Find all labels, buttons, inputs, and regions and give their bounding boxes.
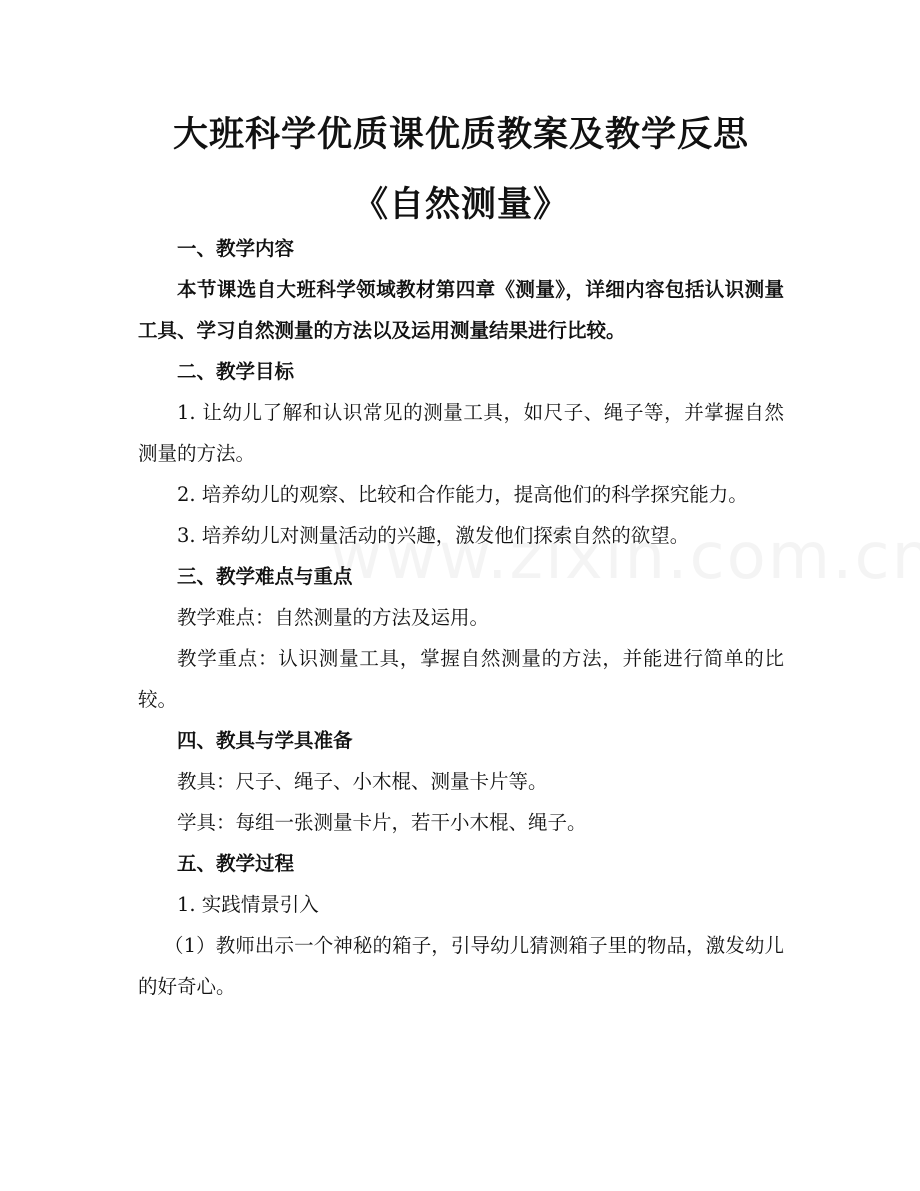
section-heading-materials: 四、教具与学具准备 xyxy=(177,729,353,752)
process-substep-1: （1）教师出示一个神秘的箱子，引导幼儿猜测箱子里的物品，激发幼儿的好奇心。 xyxy=(138,934,784,998)
objective-item-3: 3. 培养幼儿对测量活动的兴趣，激发他们探索自然的欲望。 xyxy=(177,524,690,547)
section-heading-objectives: 二、教学目标 xyxy=(177,360,295,383)
key-point-text: 教学重点：认识测量工具，掌握自然测量的方法，并能进行简单的比较。 xyxy=(138,647,784,711)
learning-aids-text: 学具：每组一张测量卡片，若干小木棍、绳子。 xyxy=(177,811,587,834)
process-step-1: 1. 实践情景引入 xyxy=(177,893,319,916)
section-heading-content: 一、教学内容 xyxy=(177,237,295,260)
section-heading-key-points: 三、教学难点与重点 xyxy=(177,565,353,588)
section-heading-process: 五、教学过程 xyxy=(177,852,295,875)
document-body xyxy=(138,228,784,1007)
paragraph-content-description: 本节课选自大班科学领域教材第四章《测量》，详细内容包括认识测量工具、学习自然测量的方法以及运用测量结果进行比较。 xyxy=(138,278,784,342)
objective-item-1: 1. 让幼儿了解和认识常见的测量工具，如尺子、绳子等，并掌握自然测量的方法。 xyxy=(138,401,784,465)
document-title: 大班科学优质课优质教案及教学反思《自然测量》 xyxy=(172,114,749,225)
watermark xyxy=(330,520,920,594)
teaching-aids-text: 教具：尺子、绳子、小木棍、测量卡片等。 xyxy=(177,770,548,793)
objective-item-2: 2. 培养幼儿的观察、比较和合作能力，提高他们的科学探究能力。 xyxy=(177,483,748,506)
difficulty-text: 教学难点：自然测量的方法及运用。 xyxy=(177,606,490,629)
